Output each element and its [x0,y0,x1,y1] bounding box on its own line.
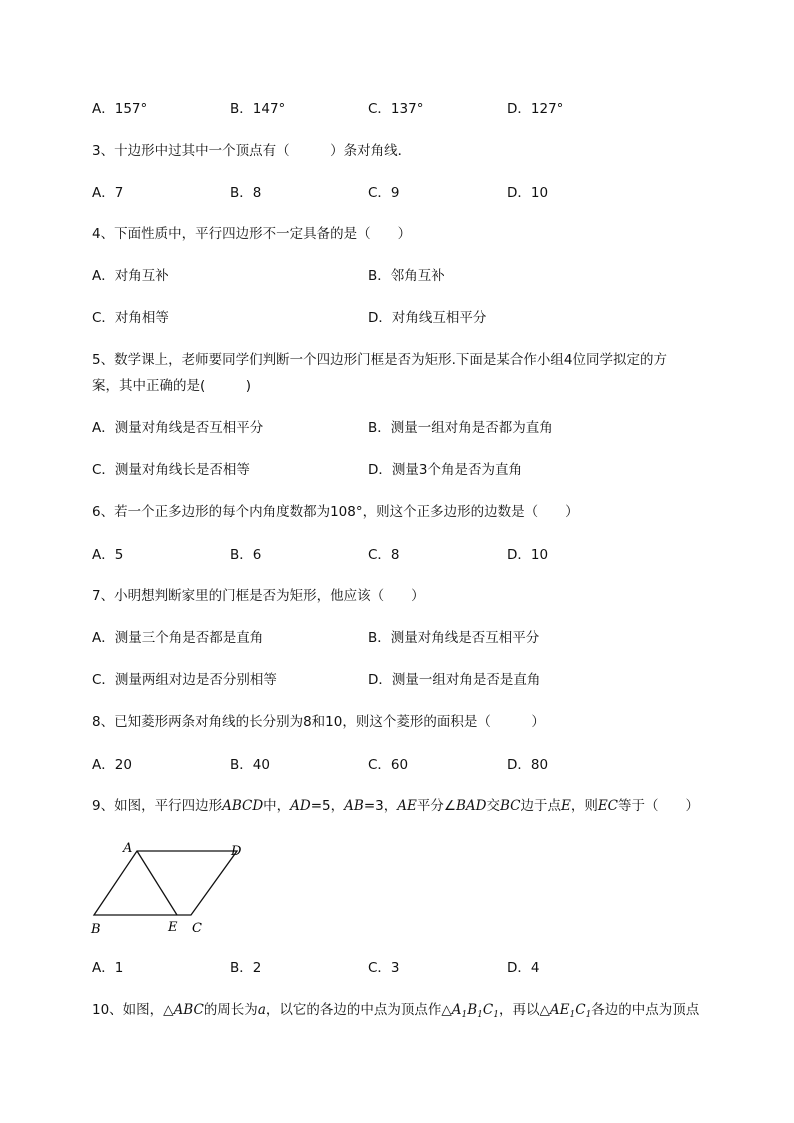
q9-parallelogram-figure [85,838,255,938]
q7-option-d: D．测量一组对角是否是直角 [368,672,541,688]
q6-option-d: D．10 [507,547,549,563]
segment-ae [137,851,177,915]
label-b: B [91,922,101,937]
q8-option-c: C．60 [368,757,409,773]
q4-stem: 4、下面性质中，平行四边形不一定具备的是（ ） [92,226,412,242]
q2-option-a: A．157° [92,101,148,117]
q8-option-a: A．20 [92,757,132,773]
q8-stem: 8、已知菱形两条对角线的长分别为8和10，则这个菱形的面积是（ ） [92,714,545,730]
q3-option-d: D．10 [507,185,549,201]
q3-stem: 3、十边形中过其中一个顶点有（ ）条对角线． [92,143,412,159]
q4-option-c: C．对角相等 [92,310,169,326]
q9-option-d: D．4 [507,960,540,976]
q5-stem-line1: 5、数学课上，老师要同学们判断一个四边形门框是否为矩形.下面是某合作小组4位同学拟定的方 [92,352,667,368]
q7-option-a: A．测量三个角是否都是直角 [92,630,264,646]
label-a: A [123,841,133,856]
q8-option-d: D．80 [507,757,549,773]
q3-option-a: A．7 [92,185,124,201]
q2-option-c: C．137° [368,101,424,117]
label-e: E [168,920,178,935]
q7-option-b: B．测量对角线是否互相平分 [368,630,540,646]
q3-option-c: C．9 [368,185,400,201]
q5-option-a: A．测量对角线是否互相平分 [92,420,264,436]
q4-option-a: A．对角互补 [92,268,169,284]
q4-option-b: B．邻角互补 [368,268,445,284]
q2-option-b: B．147° [230,101,286,117]
label-d: D [231,844,242,859]
q5-option-b: B．测量一组对角是否都为直角 [368,420,553,436]
q9-option-a: A．1 [92,960,124,976]
q6-option-c: C．8 [368,547,400,563]
q5-stem-line2: 案，其中正确的是( ) [92,378,252,394]
q9-stem: 9、如图，平行四边形ABCD中，AD=5，AB=3，AE平分∠BAD交BC边于点E，则EC等于（ ） [92,798,700,814]
parallelogram-abcd [94,851,237,915]
q8-option-b: B．40 [230,757,270,773]
q6-option-b: B．6 [230,547,262,563]
q7-option-c: C．测量两组对边是否分别相等 [92,672,277,688]
q6-stem: 6、若一个正多边形的每个内角度数都为108°，则这个正多边形的边数是（ ） [92,504,579,520]
q6-option-a: A．5 [92,547,124,563]
q4-option-d: D．对角线互相平分 [368,310,487,326]
q9-option-b: B．2 [230,960,262,976]
q7-stem: 7、小明想判断家里的门框是否为矩形，他应该（ ） [92,588,425,604]
q5-option-c: C．测量对角线长是否相等 [92,462,250,478]
q5-option-d: D．测量3个角是否为直角 [368,462,522,478]
q10-stem: 10、如图，△ABC的周长为a，以它的各边的中点为顶点作$\triangle A_1B_1C_1$，再以$\triangle AE_1C_1$各边的中点为顶点 [92,1002,700,1020]
label-c: C [192,921,202,936]
q9-option-c: C．3 [368,960,400,976]
q3-option-b: B．8 [230,185,262,201]
q2-option-d: D．127° [507,101,564,117]
